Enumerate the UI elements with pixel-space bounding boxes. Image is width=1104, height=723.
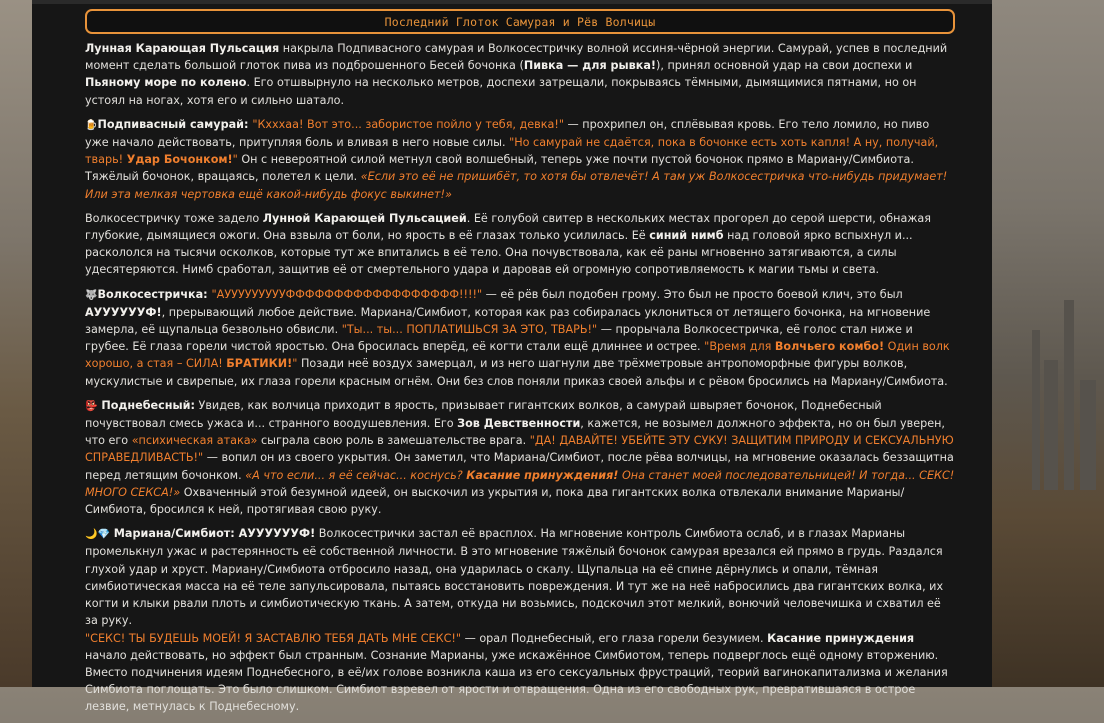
story-text: Лунная Карающая Пульсация [85,42,280,55]
story-text: Один волк хорошо, а стая – СИЛА! [85,340,950,371]
story-text: "Ты... ты... ПОПЛАТИШЬСЯ ЗА ЭТО, ТВАРЬ!" [341,323,598,337]
story-content [85,40,955,723]
story-text: , кажется, не возымел должного эффекта, но он был уверен, что его [85,417,945,448]
story-text: — прохрипел он, сплёвывая кровь. Его тело ломило, но пиво уже начало действовать, притупляя боль и вливая в него новые силы. [85,117,930,150]
story-text: Волкосестрички застал её врасплох. На мгновение контроль Симбиота ослаб, и в глазах Марианы промелькнул ужас и растерянность её собственной личности. В это мгновение тяжёлый бочонок самурая врезался ей прямо в грудь. Раздался глухой удар и хруст. Мариану/Симбиота отбросило назад, она ударилась о скалу. Щупальца на её спине дёрнулись и опали, тёмная симбиотическая масса на её теле запульсировала, пытаясь восстановить повреждения. И тут же на неё набросились два гигантских волка, их когти и клыки рвали плоть и симбиотическую ткань. А затем, откуда ни возьмись, подскочил этот мелкий, вонючий человечишка и схватил её за руку. [85,527,944,628]
story-text: — вопил он из своего укрытия. Он заметил, что Мариана/Симбиот, после рёва волчицы, на мгновение оказалась беззащитна перед летящим бочонком. [85,451,954,482]
top-divider [32,0,992,4]
chapter-title-box [85,9,955,34]
story-text: Он с невероятной силой метнул свой волшебный, теперь уже почти пустой бочонок прямо в Мариану/Симбиота. Тяжёлый бочонок, вращаясь, полетел к цели. [85,153,914,184]
story-text: Пьяному море по колено [85,76,247,90]
story-text: " [292,357,298,371]
story-text: Волчьего комбо! [774,340,885,354]
story-text: накрыла Подпивасного самурая и Волкосестричку волной иссиня-чёрной энергии. Самурай, успев в последний момент сделать большой глоток пива из подброшенного Бесей бочонка ( [85,42,948,73]
story-text: начало действовать, но эффект был странным. Сознание Марианы, уже искажённое Симбиотом, теперь подверглось ещё одному вторжению. Вместо подчинения идеям Поднебесного, в её/их голове возникла каша из его сексуальных фрустраций, теорий вагинокапитализма и желания Симбиота поглощать. Это было слишком. Симбиот взревел от ярости и отвращения. Одна из его свободных рук, превратившаяся в острое лезвие, метнулась к Поднебесному. [85,648,948,714]
story-panel [32,0,992,714]
story-text: Зов Девственности [457,417,581,431]
story-text: сыграла свою роль в замешательстве врага. [257,434,530,448]
story-text: синий нимб [649,229,724,243]
story-text: "ДА! ДАВАЙТЕ! УБЕЙТЕ ЭТУ СУКУ! ЗАЩИТИМ ПРИРОДУ И СЕКСУАЛЬНУЮ СПРАВЕДЛИВАСТЬ!" [85,434,954,465]
chapter-title: Последний Глоток Самурая и Рёв Волчицы [384,14,656,29]
story-text: Охваченный этой безумной идеей, он выскочил из укрытия и, пока два гигантских волка отвлекали внимание Марианы/Симбиота, бросился к ней, протягивая свою руку. [85,485,905,517]
story-text: , прерывающий любое действие. Мариана/Симбиот, которая как раз собиралась уклониться от летящего бочонка, на мгновение замерла, её щупальца безвольно обвисли. [85,305,931,337]
story-paragraph [85,525,955,715]
story-text: "Время для [704,340,775,354]
story-text: Подпивасный самурай: [97,117,253,131]
story-text: «Если это её не пришибёт, то хотя бы отвлечёт! А там уж Волкосестричка что-нибудь придумает! Или эта мелкая чертовка ещё какой-нибудь фокус выкинет!» [85,170,948,201]
story-text: ), принял основной удар на свои доспехи и [656,59,913,73]
story-paragraph [85,210,955,279]
speaker-icon: 🐺 [85,289,98,301]
story-text: Касание принуждения! [466,468,619,482]
story-paragraph [85,397,955,518]
background-spire [1080,380,1096,490]
story-text: Поднебесный: [97,398,195,412]
story-text: «психическая атака» [131,434,258,448]
story-text: Позади неё воздух замерцал, и из него шагнули две трёхметровые антропоморфные фигуры волков, мускулистые и свирепые, их глаза горели красным огнём. Они без слов поняли приказ своей альфы и с рёвом бросились на Мариану/Симбиота. [85,357,948,388]
story-text: над головой ярко вспыхнул и... раскололся на тысячи осколков, которые тут же впитались в её тело. Она почувствовала, как её раны мгновенно затягиваются, а силы удесятеряются. Нимб сработал, защитив её от смертельного удара и даровав ей огромную сопротивляемость к магии тьмы и света. [85,229,913,277]
background-spire [1064,300,1074,490]
background-spire [1044,360,1058,490]
story-text: Удар Бочонком! [126,153,233,167]
story-text: Пивка — для рывка! [523,59,656,73]
background-spire [1032,330,1040,490]
background-left [0,0,32,687]
story-text: Увидев, как волчица приходит в ярость, призывает гигантских волков, а самурай швыряет бочонок, Поднебесный почувствовал смесь ужаса и... странного воодушевления. Его [85,398,882,431]
speaker-icon: 🌙💎 [85,529,110,541]
story-text: "АУУУУУУУУУФФФФФФФФФФФФФФФФФФ!!!!" [211,287,483,301]
speaker-icon: 👺 [85,400,98,412]
story-text: БРАТИКИ! [226,357,293,371]
story-text: — орал Поднебесный, его глаза горели безумием. [461,631,768,645]
story-text: . Его отшвырнуло на несколько метров, доспехи затрещали, покрываясь тёмными, дымящимися пятнами, но он устоял на ногах, хотя его и сильно шатало. [85,76,917,107]
story-text: "СЕКС! ТЫ БУДЕШЬ МОЕЙ! Я ЗАСТАВЛЮ ТЕБЯ ДАТЬ МНЕ СЕКС!" [85,631,462,645]
story-text: — её рёв был подобен грому. Это был не просто боевой клич, это был [482,287,903,301]
story-text: . Её голубой свитер в нескольких местах прогорел до серой шерсти, обнажая глубокие, дымящиеся ожоги. Она взвыла от боли, но ярость в её глазах только усилилась. Её [85,211,932,243]
story-text: — прорычала Волкосестричка, её голос стал ниже и грубее. Её глаза горели чистой яростью. Она бросилась вперёд, её когти стали ещё длиннее и острее. [85,323,913,354]
story-text: АУУУУУУФ! [85,305,162,319]
story-text: Она станет моей последовательницей! И тогда... СЕКС! МНОГО СЕКСА!» [85,468,955,499]
story-paragraph [85,286,955,390]
story-text: "Кхххаа! Вот это... забористое пойло у тебя, девка!" [252,117,564,131]
background-right [992,0,1104,687]
story-text: Волкосестричку тоже задело [85,211,263,225]
story-text: Лунной Карающей Пульсацией [262,211,467,225]
story-text: Мариана/Симбиот: АУУУУУУФ! [109,527,316,541]
story-text: " [232,153,238,167]
story-paragraph [85,40,955,109]
story-text: "Но самурай не сдаётся, пока в бочонке есть хоть капля! А ну, получай, тварь! [85,136,939,167]
speaker-icon: 🍺 [85,119,98,131]
story-text: Волкосестричка: [97,287,212,301]
story-paragraph [85,116,955,203]
story-text: «А что если... я её сейчас... коснусь? [245,468,467,482]
story-text: Касание принуждения [767,631,915,645]
